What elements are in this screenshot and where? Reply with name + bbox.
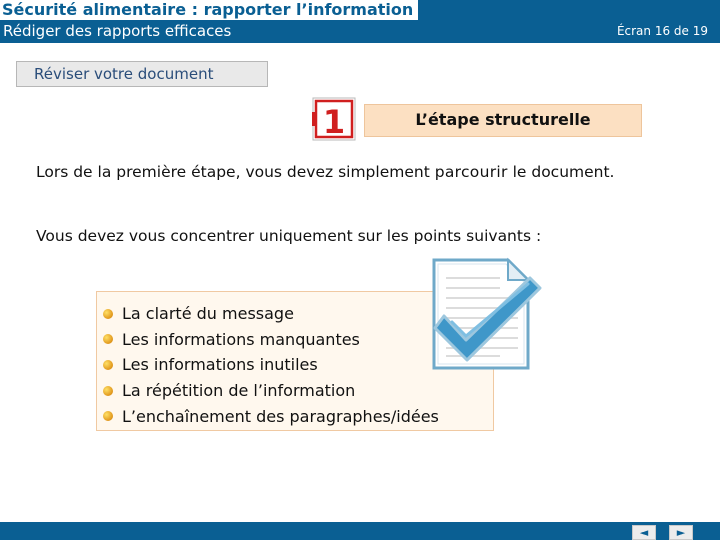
emphasis-word: parcourir [434,163,508,181]
step-title-bar [364,104,642,137]
list-item [103,327,439,353]
bullet-icon [103,309,113,319]
list-item-label: Les informations inutiles [122,355,318,375]
previous-button[interactable]: ◄ [632,525,656,540]
step-title: L’étape structurelle [415,110,591,129]
header-bar [0,0,720,43]
title-strip [0,0,418,20]
list-item [103,301,439,327]
paragraph-text: Lors de la première étape, vous devez simplement [36,163,435,181]
instruction-paragraph [36,162,636,182]
section-label-box [16,61,268,87]
list-item-label: Les informations manquantes [122,329,360,349]
bullet-icon [103,360,113,370]
paragraph-text-end: le document. [507,163,615,181]
list-item [103,403,439,429]
list-item [103,352,439,378]
checklist [103,301,439,429]
bullet-icon [103,334,113,344]
footer-bar [0,522,720,540]
step-number-icon [311,96,357,142]
list-item-label: La répétition de l’information [122,381,356,401]
next-button[interactable]: ► [669,525,693,540]
list-item-label: L’enchaînement des paragraphes/idées [122,406,439,426]
document-checkmark-icon [430,256,546,376]
screen-counter: Écran 16 de 19 [616,24,708,38]
list-item [103,378,439,404]
bullet-icon [103,411,113,421]
step-number: 1 [322,103,346,141]
bullet-icon [103,386,113,396]
page-subtitle: Rédiger des rapports efficaces [3,22,232,40]
page-title: Sécurité alimentaire : rapporter l’information [2,0,414,19]
focus-paragraph: Vous devez vous concentrer uniquement sur les points suivants : [36,227,542,245]
list-item-label: La clarté du message [122,304,294,324]
section-label: Réviser votre document [34,65,214,83]
